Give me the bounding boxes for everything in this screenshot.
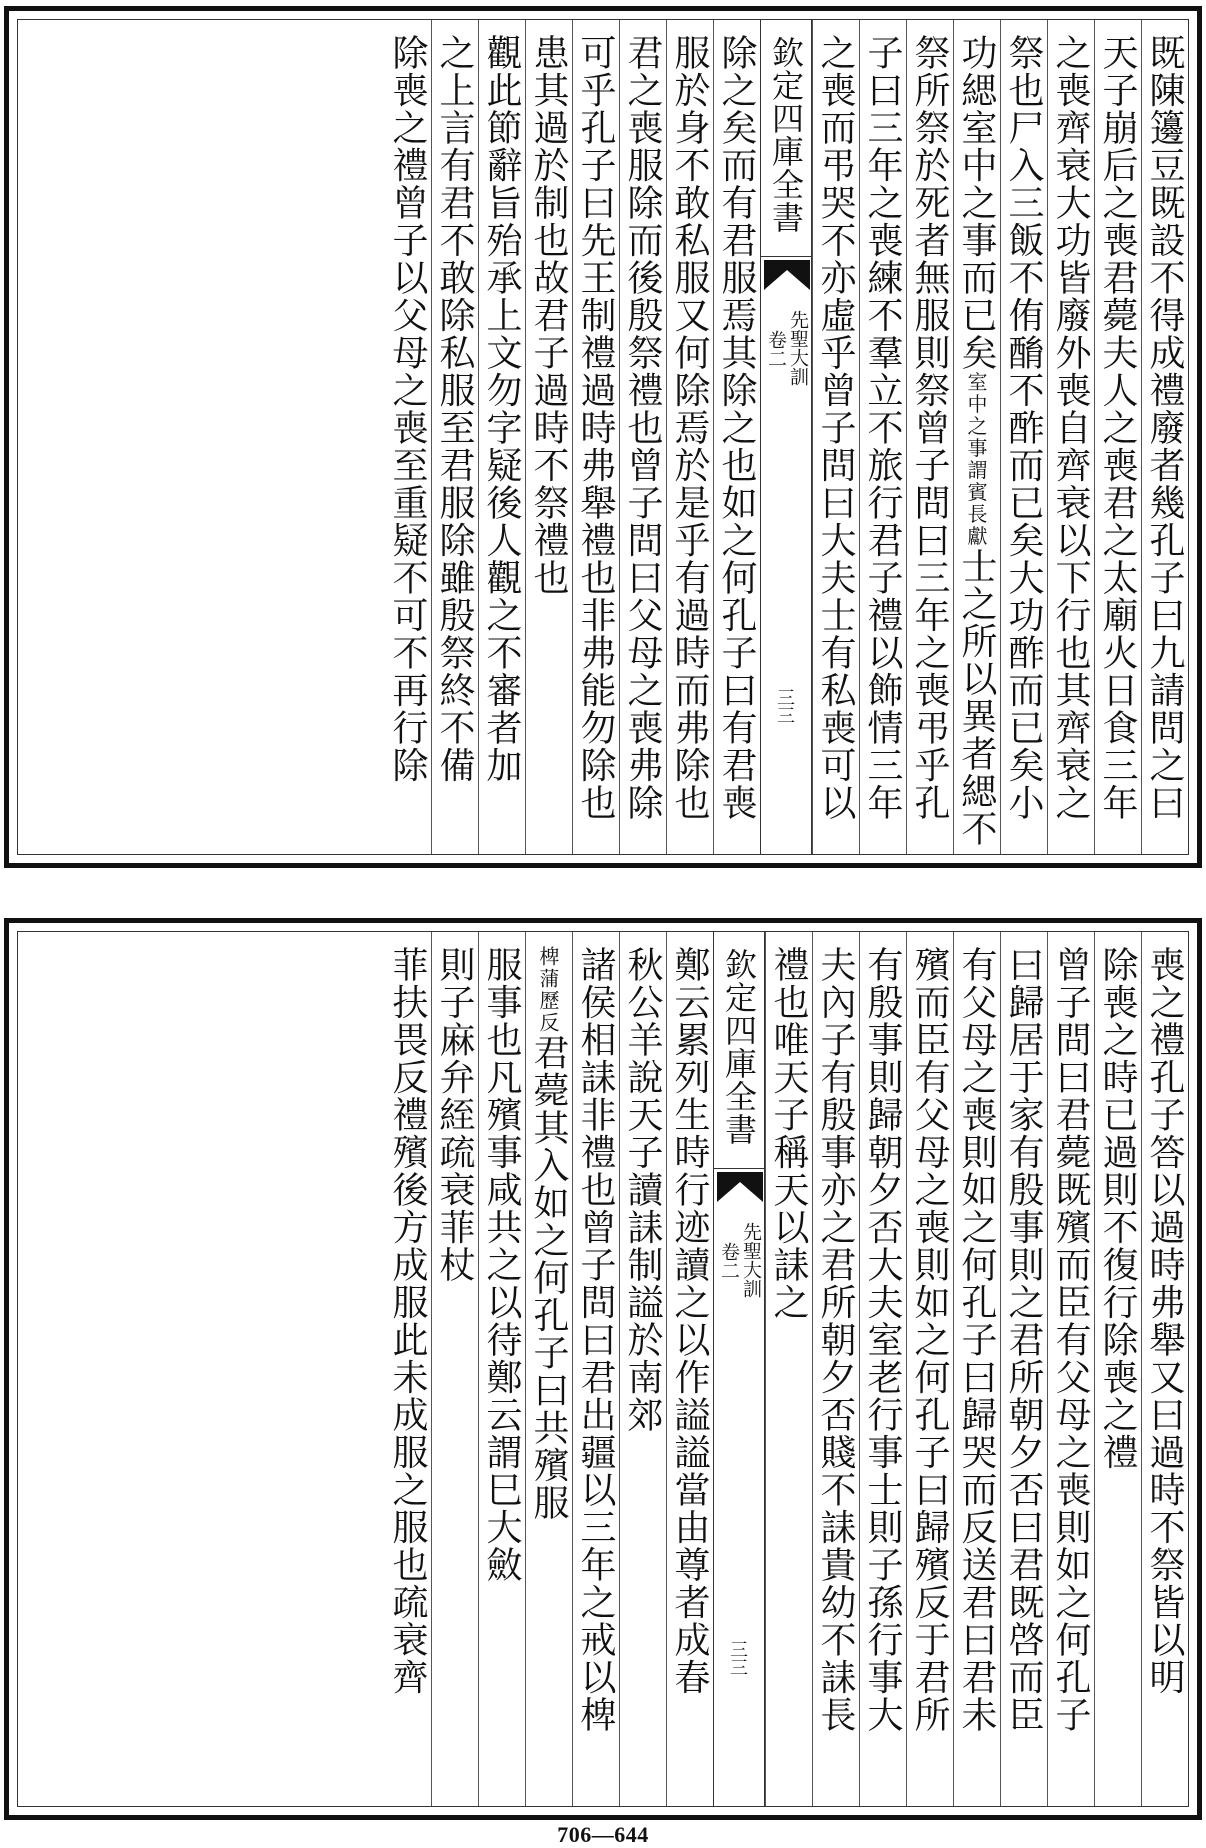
- banxin-book-title: 先聖大訓: [787, 310, 809, 386]
- text-column: 則子麻弁絰疏衰菲杖: [431, 932, 478, 1806]
- top-page-columns: [18, 20, 1188, 854]
- text-column: 禮也唯天子稱天以誄之: [765, 932, 812, 1806]
- column-text: 君薨其入如之何孔子曰共殯服: [528, 1034, 569, 1522]
- text-column: 鄭云累列生時行迹讀之以作謚謚當由尊者成春: [666, 932, 713, 1806]
- banxin-volume: 卷二: [765, 330, 787, 368]
- text-column: 曰歸居于家有殷事則之君所朝夕否曰君既啓而臣: [1000, 932, 1047, 1806]
- text-column: 服於身不敢私服又何除焉於是乎有過時而弗除也: [666, 20, 713, 854]
- page-code: 706—644: [557, 1822, 649, 1847]
- fishtail-icon: [764, 260, 810, 290]
- banxin-page-number: 三三: [727, 1640, 748, 1676]
- text-column: 有殷事則歸朝夕否大夫室老行事士則子孫行事大: [859, 932, 906, 1806]
- text-column: 秋公羊說天子讀誄制謚於南郊: [619, 932, 666, 1806]
- banxin-book-title: 先聖大訓: [740, 1222, 762, 1298]
- text-column: 子曰三年之喪練不羣立不旅行君子禮以飾情三年: [859, 20, 906, 854]
- text-column: 之上言有君不敢除私服至君服除雖殷祭終不備: [431, 20, 478, 854]
- banxin-title: 欽定四庫全書: [761, 36, 811, 257]
- text-column: 諸侯相誄非禮也曾子問曰君出疆以三年之戒以椑: [572, 932, 619, 1806]
- column-text: 士之所以異者緦不: [956, 547, 997, 848]
- text-column: [953, 20, 1000, 854]
- bottom-page-frame: [17, 931, 1189, 1807]
- text-column: 觀此節辭旨殆承上文勿字疑後人觀之不審者加: [478, 20, 525, 854]
- text-column: 君之喪服除而後殷祭禮也曾子問曰父母之喪弗除: [619, 20, 666, 854]
- text-column: 之喪齊衰大功皆廢外喪自齊衰以下行也其齊衰之: [1047, 20, 1094, 854]
- column-text: 功緦室中之事而已矣: [956, 34, 997, 372]
- text-column: 患其過於制也故君子過時不祭禮也: [525, 20, 572, 854]
- bottom-page-columns: [18, 932, 1188, 1806]
- interlinear-note: 室中之事謂賓長獻: [964, 371, 988, 548]
- center-fold-strip: [713, 932, 765, 1806]
- text-column: 菲扶畏反禮殯後方成服此未成服之服也疏衰齊: [387, 946, 428, 1696]
- bottom-page: [4, 918, 1202, 1820]
- fishtail-icon: [717, 1172, 763, 1202]
- banxin-volume: 卷二: [718, 1242, 740, 1280]
- center-fold-strip: [760, 20, 812, 854]
- text-column: 殯而臣有父母之喪則如之何孔子曰歸殯反于君所: [906, 932, 953, 1806]
- text-column: 服事也凡殯事咸共之以待鄭云謂巳大斂: [478, 932, 525, 1806]
- text-column: 夫內子有殷事亦之君所朝夕否賤不誄貴幼不誄長: [812, 932, 859, 1806]
- text-column: 曾子問曰君薨既殯而臣有父母之喪則如之何孔子: [1047, 932, 1094, 1806]
- text-column: 有父母之喪則如之何孔子曰歸哭而反送君曰君未: [953, 932, 1000, 1806]
- text-column: 除之矣而有君服焉其除之也如之何孔子曰有君喪: [713, 20, 760, 854]
- text-column: 除喪之時已過則不復行除喪之禮: [1094, 932, 1141, 1806]
- text-column: 祭也尸入三飯不侑酳不酢而已矣大功酢而已矣小: [1000, 20, 1047, 854]
- banxin-page-number: 三三: [774, 688, 795, 724]
- text-column: 除喪之禮曾子以父母之喪至重疑不可不再行除: [387, 34, 428, 784]
- text-column: 既陳籩豆既設不得成禮廢者幾孔子曰九請問之曰: [1141, 20, 1188, 854]
- text-column: 天子崩后之喪君薨夫人之喪君之太廟火日食三年: [1094, 20, 1141, 854]
- text-column: 祭所祭於死者無服則祭曾子問曰三年之喪弔乎孔: [906, 20, 953, 854]
- text-column: 喪之禮孔子答以過時弗舉又曰過時不祭皆以明: [1141, 932, 1188, 1806]
- text-column: [525, 932, 572, 1806]
- text-column: 之喪而弔哭不亦虛乎曾子問曰大夫士有私喪可以: [812, 20, 859, 854]
- text-column: 可乎孔子曰先王制禮過時弗舉禮也非弗能勿除也: [572, 20, 619, 854]
- banxin-title: 欽定四庫全書: [714, 948, 764, 1169]
- top-page: [4, 6, 1202, 868]
- top-page-frame: [17, 19, 1189, 855]
- interlinear-note: 椑蒲歷反: [536, 946, 560, 1034]
